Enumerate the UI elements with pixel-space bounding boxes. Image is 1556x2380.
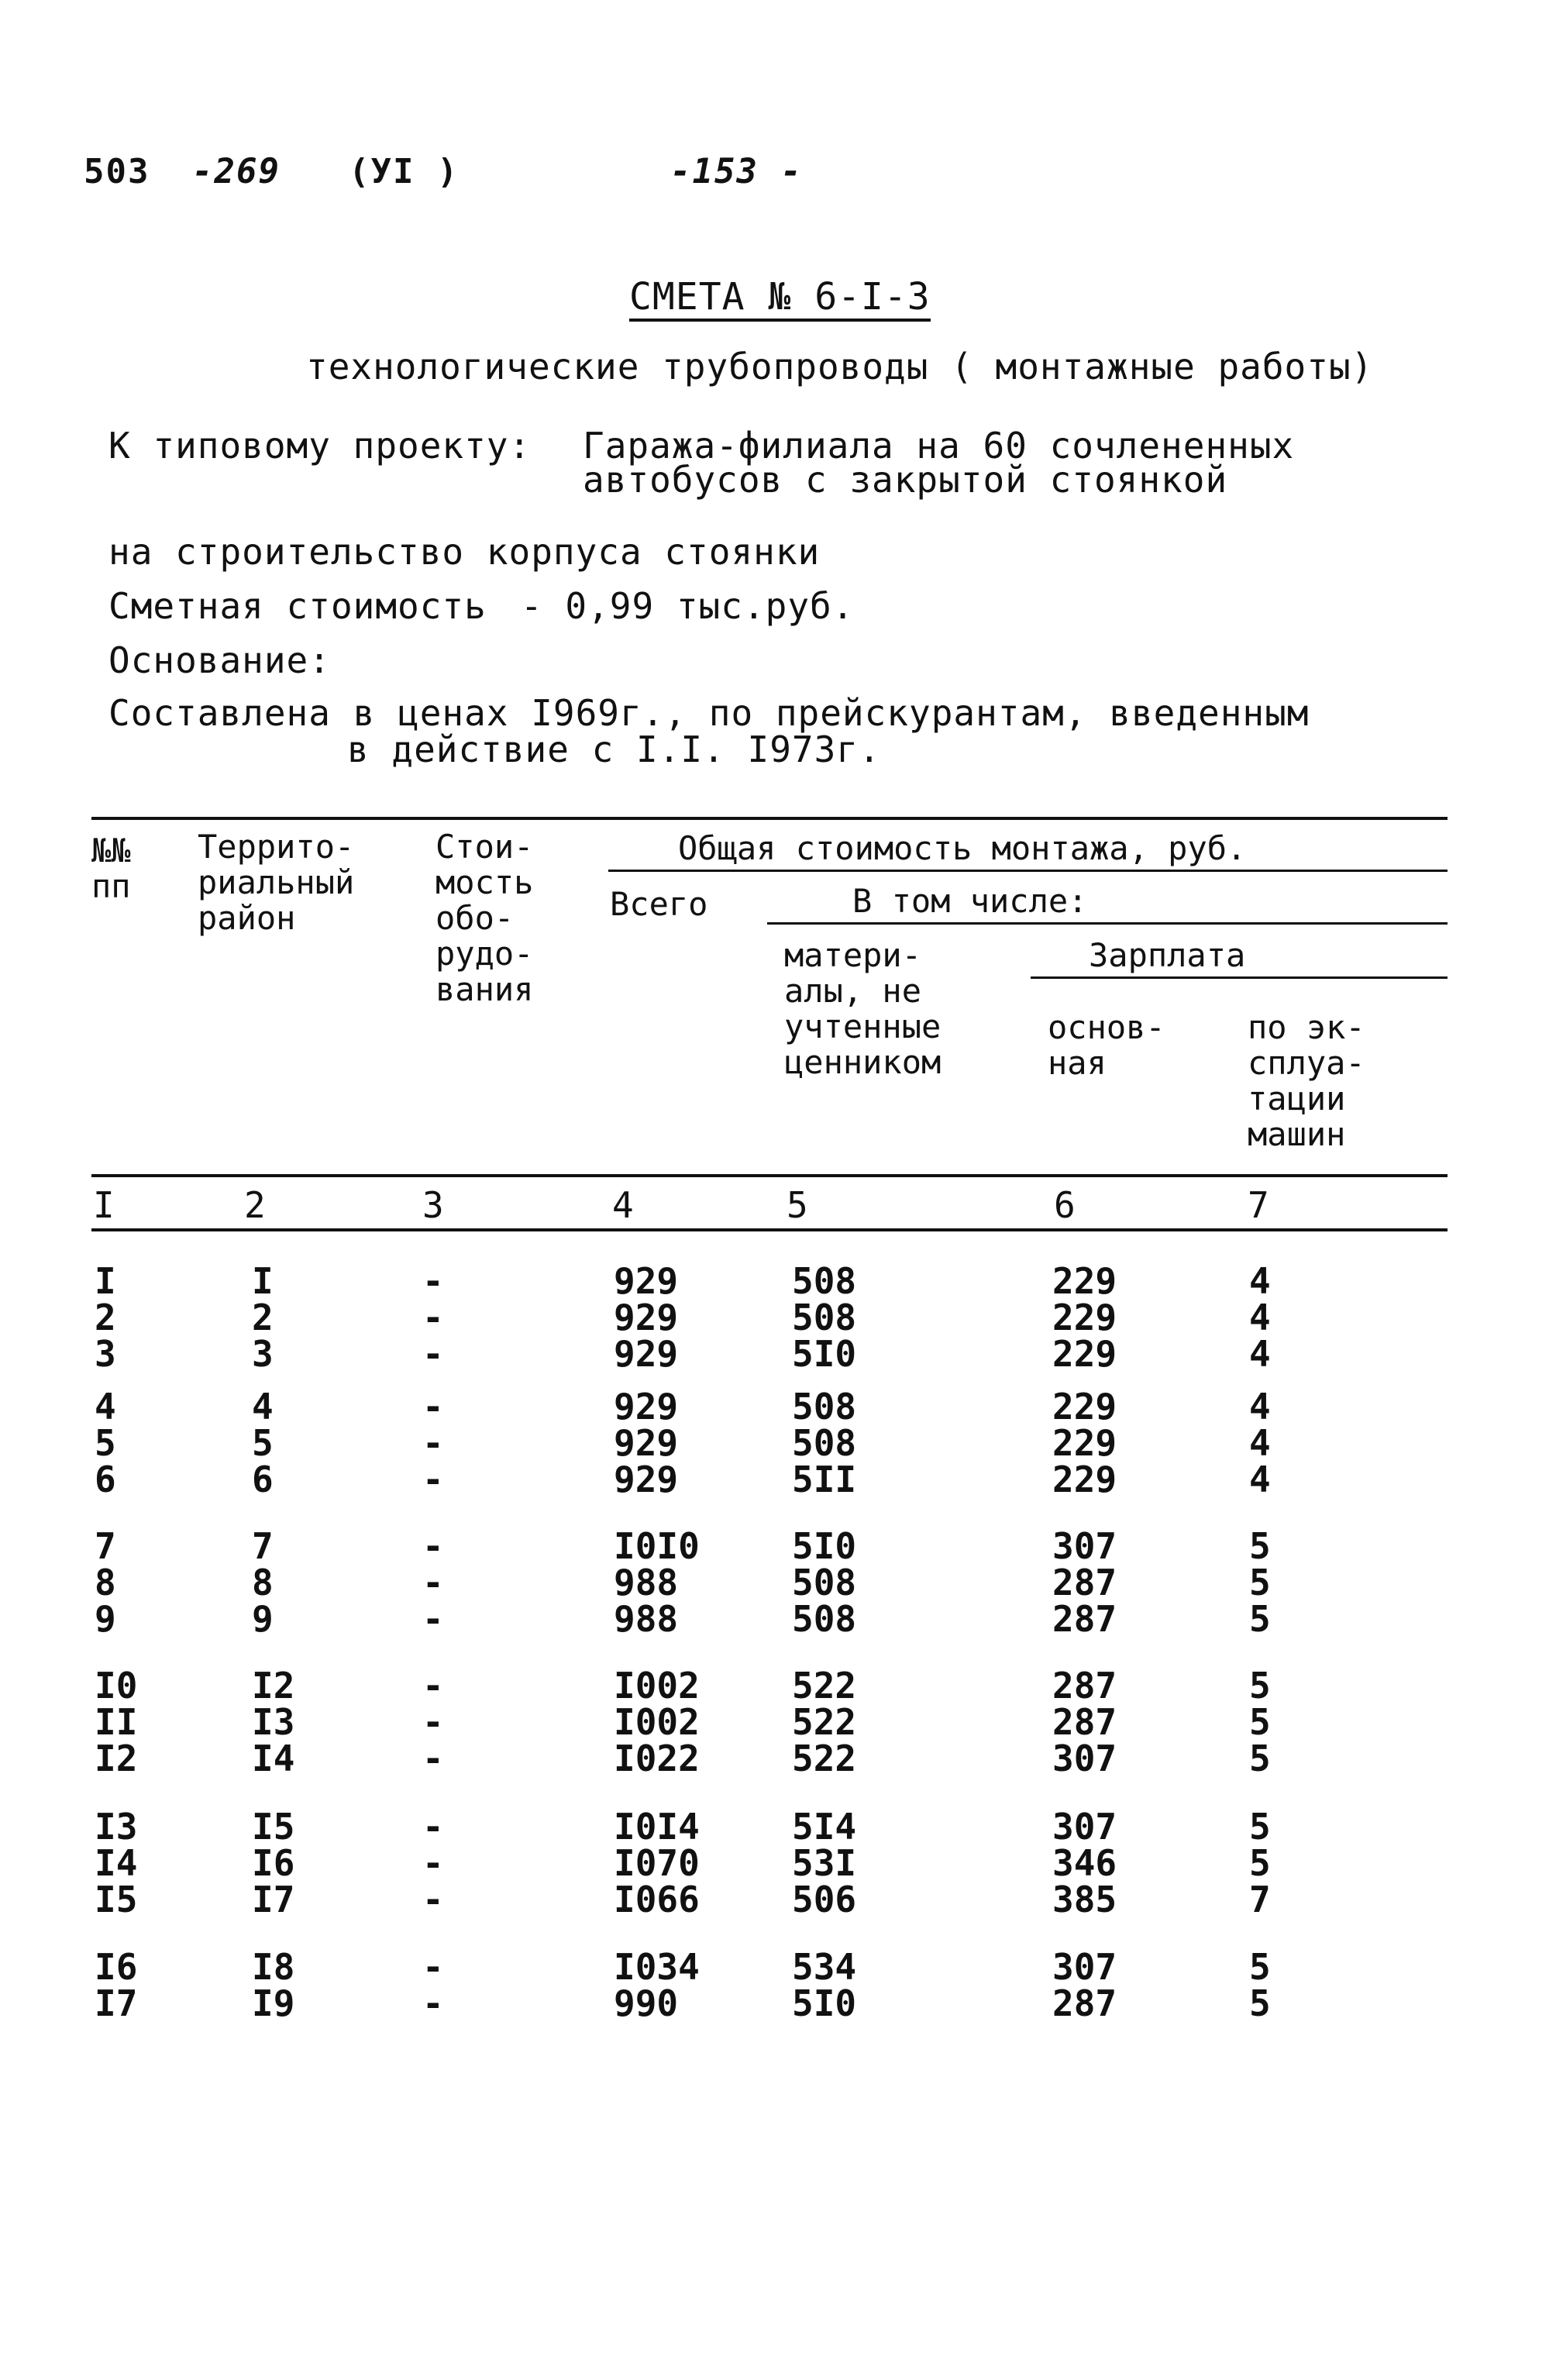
estimate-title: СМЕТА № 6-I-3 — [629, 275, 931, 322]
column-number: 4 — [612, 1184, 635, 1226]
column-number: 2 — [244, 1184, 267, 1226]
cell-total: 929 929 929 — [614, 1386, 679, 1500]
wages-rule — [1031, 976, 1448, 979]
cell-wages-basic: 287 287 307 — [1052, 1665, 1117, 1779]
page-number: -153 - — [670, 152, 803, 191]
cell-total: I002 I002 I022 — [614, 1665, 700, 1779]
cell-materials: 508 508 5I0 — [792, 1260, 857, 1375]
cell-wages-machines: 5 5 — [1249, 1946, 1271, 2024]
cell-wages-basic: 307 287 — [1052, 1946, 1117, 2024]
total-group-rule — [608, 870, 1448, 872]
cell-equipment: - - - — [422, 1525, 444, 1640]
column-number: 7 — [1248, 1184, 1270, 1226]
cell-equipment: - - - — [422, 1386, 444, 1500]
cell-materials: 534 5I0 — [792, 1946, 857, 2024]
header-territory: Террито- риальный район — [198, 828, 355, 937]
cell-row-number: I0 II I2 — [95, 1665, 138, 1779]
project-label: К типовому проекту: — [108, 425, 532, 467]
cell-row-number: 7 8 9 — [95, 1525, 116, 1640]
cell-materials: 522 522 522 — [792, 1665, 857, 1779]
cell-materials: 5I0 508 508 — [792, 1525, 857, 1640]
cell-total: I0I4 I070 I066 — [614, 1806, 700, 1920]
cell-row-number: I3 I4 I5 — [95, 1806, 138, 1920]
construction-object: на строительство корпуса стоянки — [108, 531, 821, 573]
cell-total: 929 929 929 — [614, 1260, 679, 1375]
column-number: 5 — [787, 1184, 809, 1226]
cell-equipment: - - - — [422, 1260, 444, 1375]
cell-row-number: I6 I7 — [95, 1946, 138, 2024]
estimate-cost-label: Сметная стоимость — [108, 585, 487, 627]
header-wages-machines: по эк- сплуа- тации машин — [1248, 1008, 1365, 1153]
project-name-line1: Гаража-филиала на 60 сочлененных — [583, 425, 1295, 467]
cell-equipment: - - - — [422, 1665, 444, 1779]
cell-equipment: - - — [422, 1946, 444, 2024]
cell-total: I034 990 — [614, 1946, 700, 2024]
header-total-installation: Общая стоимость монтажа, руб. — [678, 829, 1247, 867]
cell-row-number: I 2 3 — [95, 1260, 116, 1375]
cell-wages-basic: 307 346 385 — [1052, 1806, 1117, 1920]
header-wages: Зарплата — [1089, 936, 1246, 974]
cell-materials: 5I4 53I 506 — [792, 1806, 857, 1920]
cell-wages-basic: 307 287 287 — [1052, 1525, 1117, 1640]
column-number: 3 — [422, 1184, 445, 1226]
cell-wages-machines: 4 4 4 — [1249, 1386, 1271, 1500]
cell-region: I2 I3 I4 — [252, 1665, 295, 1779]
cell-wages-basic: 229 229 229 — [1052, 1260, 1117, 1375]
including-rule — [767, 922, 1448, 925]
estimate-cost-value: - 0,99 тыс.руб. — [521, 585, 855, 627]
cell-region: 7 8 9 — [252, 1525, 274, 1640]
document-part: (УI ) — [349, 152, 460, 191]
cell-equipment: - - - — [422, 1806, 444, 1920]
estimate-subtitle: технологические трубопроводы ( монтажные работы) — [306, 346, 1374, 387]
header-equipment-cost: Стои- мость обо- рудо- вания — [435, 828, 534, 1008]
cell-region: 4 5 6 — [252, 1386, 274, 1500]
cell-row-number: 4 5 6 — [95, 1386, 116, 1500]
prices-line2: в действие с I.I. I973г. — [347, 728, 881, 770]
basis-label: Основание: — [108, 639, 331, 681]
document-code: 503 — [84, 152, 150, 191]
header-bottom-rule — [91, 1174, 1448, 1177]
header-row-number: №№ пп — [91, 832, 131, 905]
cell-wages-machines: 5 5 7 — [1249, 1806, 1271, 1920]
cell-region: I8 I9 — [252, 1946, 295, 2024]
cell-region: I5 I6 I7 — [252, 1806, 295, 1920]
header-wages-basic: основ- ная — [1048, 1008, 1165, 1082]
cell-wages-machines: 5 5 5 — [1249, 1525, 1271, 1640]
cell-region: I 2 3 — [252, 1260, 274, 1375]
cell-wages-basic: 229 229 229 — [1052, 1386, 1117, 1500]
document-series: -269 — [192, 152, 281, 191]
cell-wages-machines: 5 5 5 — [1249, 1665, 1271, 1779]
prices-line1: Составлена в ценах I969г., по прейскурантам, введенным — [108, 692, 1310, 734]
header-total: Всего — [610, 885, 708, 923]
cell-wages-machines: 4 4 4 — [1249, 1260, 1271, 1375]
header-materials: матери- алы, не учтенные ценником — [784, 936, 942, 1081]
header-including: В том числе: — [852, 882, 1088, 920]
project-name-line2: автобусов с закрытой стоянкой — [583, 459, 1228, 501]
table-top-rule — [91, 817, 1448, 820]
cell-total: I0I0 988 988 — [614, 1525, 700, 1640]
cell-materials: 508 508 5II — [792, 1386, 857, 1500]
column-number: I — [93, 1184, 115, 1226]
column-number: 6 — [1054, 1184, 1076, 1226]
column-numbers-rule — [91, 1228, 1448, 1231]
